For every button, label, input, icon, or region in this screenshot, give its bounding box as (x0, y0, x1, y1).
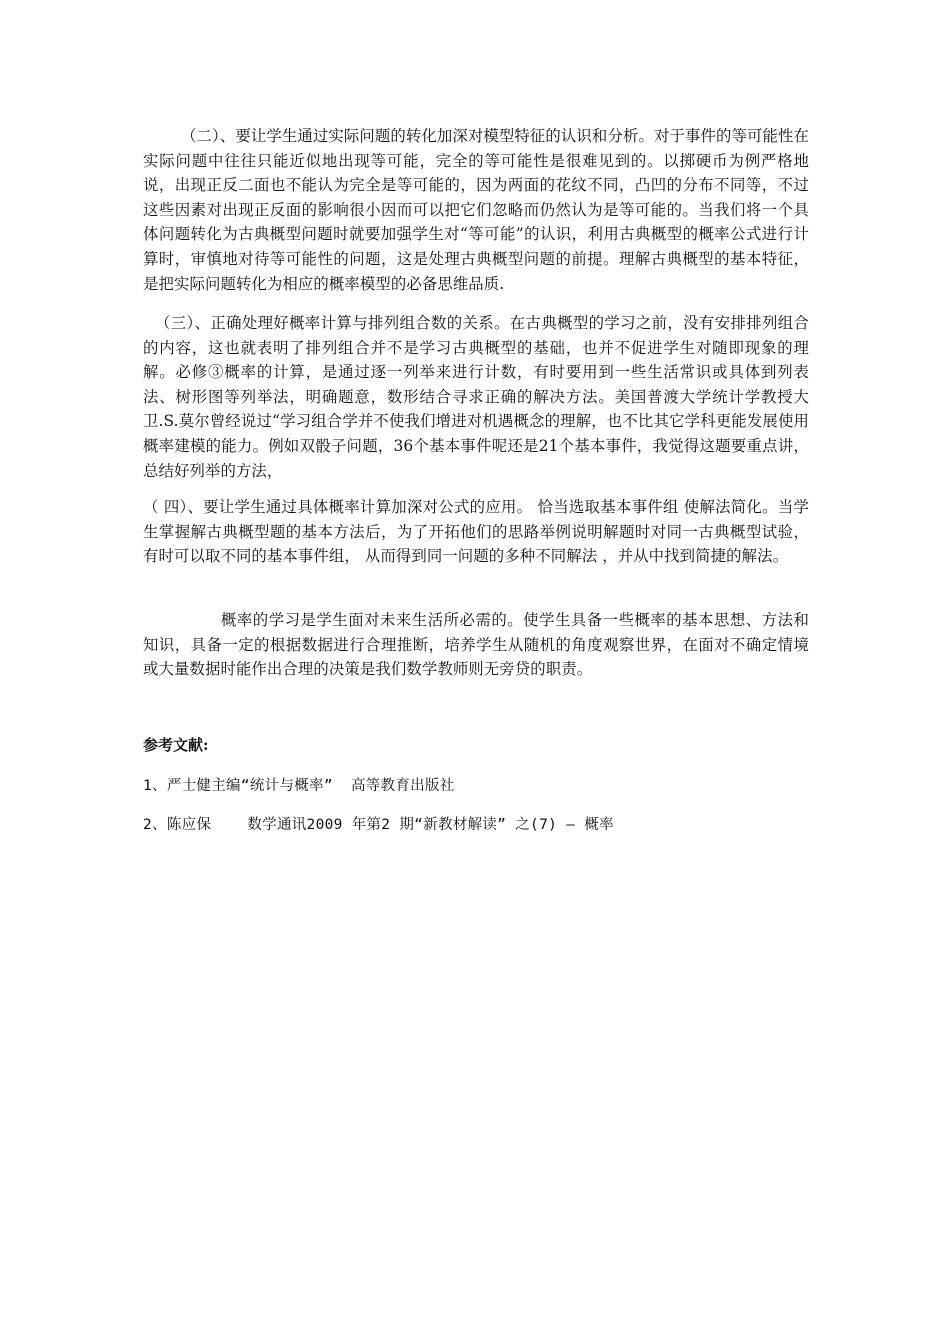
paragraph-two: （二）、要让学生通过实际问题的转化加深对模型特征的认识和分析。对于事件的等可能性在实际问题中往往只能近似地出现等可能，完全的等可能性是很难见到的。以掷硬币为例严格地说，出现正反二面也不能认为完全是等可能的，因为两面的花纹不同，凸凹的分布不同等，不过这些因素对出现正反面的影响很小因而可以把它们忽略而仍然认为是等可能的。当我们将一个具体问题转化为古典概型问题时就要加强学生对“等可能”的认识，利用古典概型的概率公式进行计算时，审慎地对待等可能性的问题，这是处理古典概型问题的前提。理解古典概型的基本特征，是把实际问题转化为相应的概率模型的必备思维品质. (143, 127, 809, 293)
references-heading: 参考文献: (143, 736, 209, 754)
reference-item: 2、陈应保 数学通讯2009 年第2 期“新教材解读” 之(7) — 概率 (143, 817, 614, 833)
paragraph-conclusion: 概率的学习是学生面对未来生活所必需的。使学生具备一些概率的基本思想、方法和知识，具备一定的根据数据进行合理推断，培养学生从随机的角度观察世界，在面对不确定情境或大量数据时能作出合理的决策是我们数学教师则无旁贷的职责。 (143, 611, 809, 679)
paragraph-four: （ 四）、要让学生通过具体概率计算加深对公式的应用。 恰当选取基本事件组 使解法简化。当学生掌握解古典概型题的基本方法后，为了开拓他们的思路举例说明解题时对同一古典概型试验，有时可以取不同的基本事件组， 从而得到同一问题的多种不同解法 ，并从中找到简捷的解法。 (143, 498, 809, 566)
paragraph-three: （三）、正确处理好概率计算与排列组合数的关系。在古典概型的学习之前，没有安排排列组合的内容，这也就表明了排列组合并不是学习古典概型的基础，也并不促进学生对随即现象的理解。必修③概率的计算，是通过逐一列举来进行计数，有时要用到一些生活常识或具体到列表法、树形图等列举法，明确题意，数形结合寻求正确的解决方法。美国普渡大学统计学教授大卫.S.莫尔曾经说过“学习组合学并不使我们增进对机遇概念的理解，也不比其它学科更能发展使用概率建模的能力。例如双骰子问题，36个基本事件呢还是21个基本事件，我觉得这题要重点讲，总结好列举的方法， (143, 314, 809, 480)
reference-item: 1、严士健主编“统计与概率” 高等教育出版社 (143, 778, 455, 794)
